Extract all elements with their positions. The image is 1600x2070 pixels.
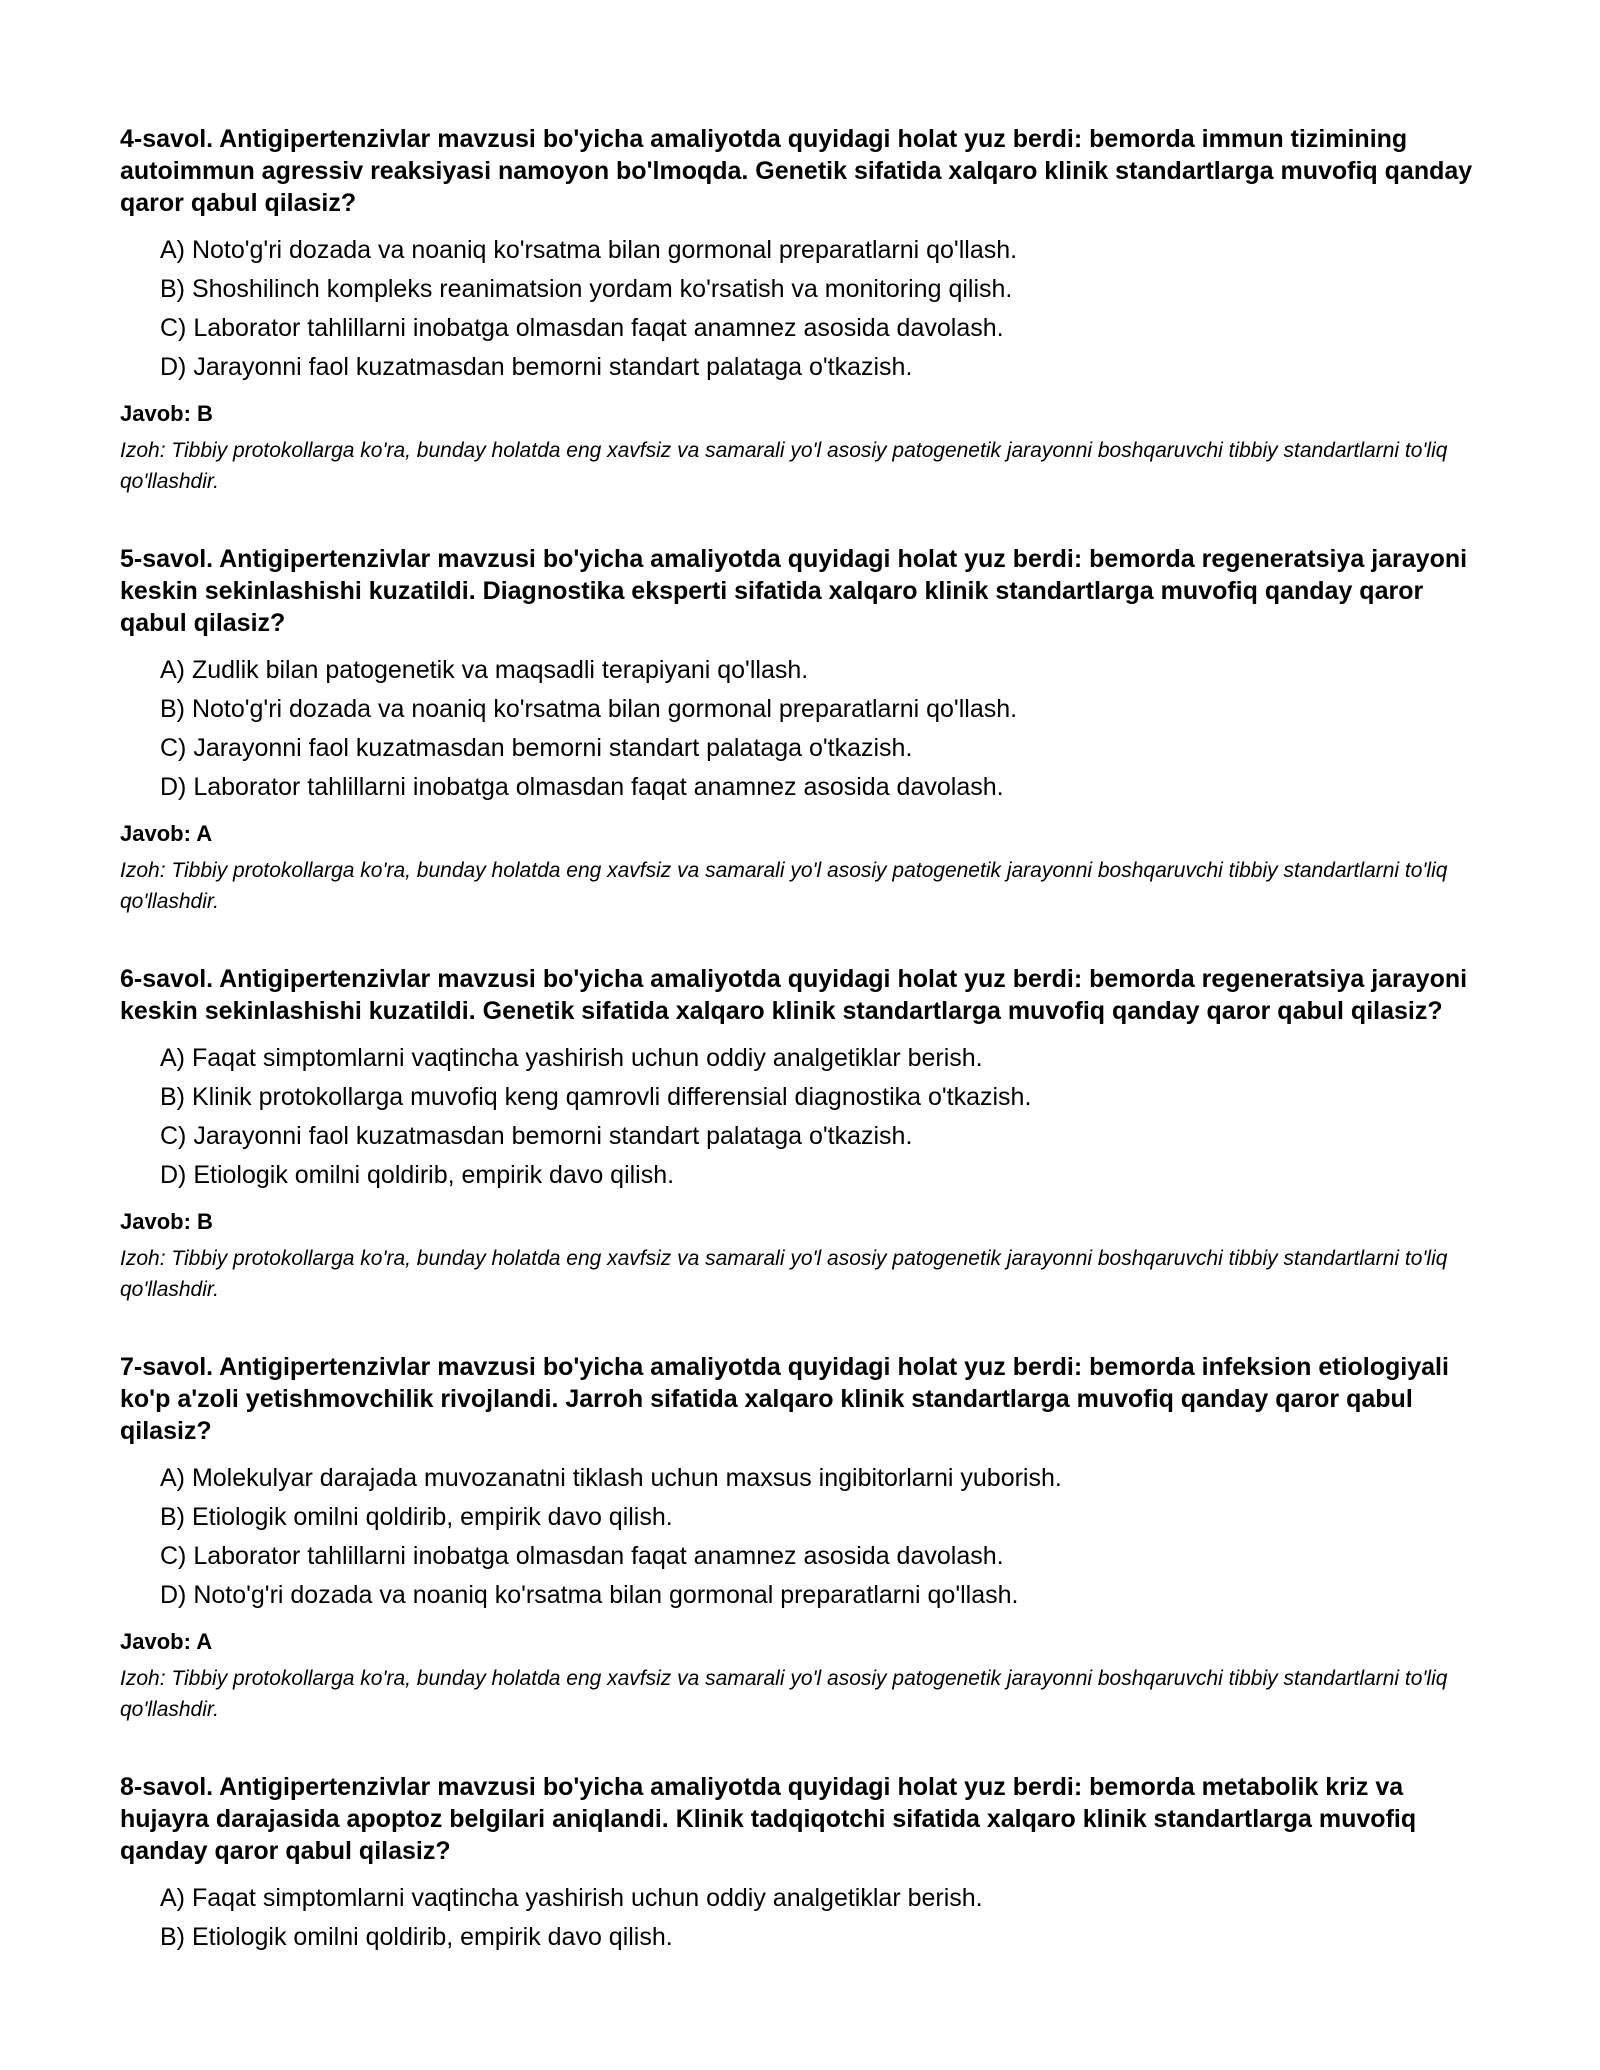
question-title: 4-savol. Antigipertenzivlar mavzusi bo'yicha amaliyotda quyidagi holat yuz berdi: bemorda immun tizimining autoimmun agressiv reaksiyasi namoyon bo'lmoqda. Genetik sifatida xalqaro klinik standartlarga muvofiq qanday qaror qabul qilasiz?	[120, 125, 1473, 217]
option-d: D) Laborator tahlillarni inobatga olmasdan faqat anamnez asosida davolash.	[160, 773, 1004, 801]
option-b: B) Noto'g'ri dozada va noaniq ko'rsatma bilan gormonal preparatlarni qo'llash.	[160, 695, 1018, 723]
option-b: B) Etiologik omilni qoldirib, empirik davo qilish.	[160, 1923, 673, 1951]
answer-label: Javob: A	[120, 821, 213, 846]
option-a: A) Faqat simptomlarni vaqtincha yashirish uchun oddiy analgetiklar berish.	[160, 1044, 983, 1072]
question-block-7	[120, 1351, 1480, 1725]
document-page	[120, 123, 1480, 2003]
option-list	[120, 1459, 1480, 1615]
question-block-4	[120, 123, 1480, 497]
question-block-8	[120, 1771, 1480, 1957]
option-c: C) Laborator tahlillarni inobatga olmasdan faqat anamnez asosida davolash.	[160, 314, 1004, 342]
question-title: 7-savol. Antigipertenzivlar mavzusi bo'yicha amaliyotda quyidagi holat yuz berdi: bemorda infeksion etiologiyali ko'p a'zoli yetishmovchilik rivojlandi. Jarroh sifatida xalqaro klinik standartlarga muvofiq qanday qaror qabul qilasiz?	[120, 1353, 1449, 1445]
option-a: A) Faqat simptomlarni vaqtincha yashirish uchun oddiy analgetiklar berish.	[160, 1884, 983, 1912]
option-list	[120, 231, 1480, 387]
question-title: 5-savol. Antigipertenzivlar mavzusi bo'yicha amaliyotda quyidagi holat yuz berdi: bemorda regeneratsiya jarayoni keskin sekinlashishi kuzatildi. Diagnostika eksperti sifatida xalqaro klinik standartlarga muvofiq qanday qaror qabul qilasiz?	[120, 545, 1468, 637]
option-c: C) Laborator tahlillarni inobatga olmasdan faqat anamnez asosida davolash.	[160, 1542, 1004, 1570]
option-a: A) Noto'g'ri dozada va noaniq ko'rsatma bilan gormonal preparatlarni qo'llash.	[160, 236, 1018, 264]
question-block-6	[120, 963, 1480, 1305]
option-b: B) Etiologik omilni qoldirib, empirik davo qilish.	[160, 1503, 673, 1531]
explanation-note: Izoh: Tibbiy protokollarga ko'ra, bunday holatda eng xavfsiz va samarali yo'l asosiy patogenetik jarayonni boshqaruvchi tibbiy standartlarni to'liq qo'llashdir.	[120, 439, 1448, 493]
answer-label: Javob: B	[120, 1209, 213, 1234]
option-c: C) Jarayonni faol kuzatmasdan bemorni standart palataga o'tkazish.	[160, 734, 913, 762]
option-list	[120, 651, 1480, 807]
question-block-5	[120, 543, 1480, 917]
explanation-note: Izoh: Tibbiy protokollarga ko'ra, bunday holatda eng xavfsiz va samarali yo'l asosiy patogenetik jarayonni boshqaruvchi tibbiy standartlarni to'liq qo'llashdir.	[120, 1667, 1448, 1721]
option-b: B) Klinik protokollarga muvofiq keng qamrovli differensial diagnostika o'tkazish.	[160, 1083, 1032, 1111]
explanation-note: Izoh: Tibbiy protokollarga ko'ra, bunday holatda eng xavfsiz va samarali yo'l asosiy patogenetik jarayonni boshqaruvchi tibbiy standartlarni to'liq qo'llashdir.	[120, 859, 1448, 913]
option-d: D) Jarayonni faol kuzatmasdan bemorni standart palataga o'tkazish.	[160, 353, 913, 381]
option-a: A) Molekulyar darajada muvozanatni tiklash uchun maxsus ingibitorlarni yuborish.	[160, 1464, 1062, 1492]
option-d: D) Etiologik omilni qoldirib, empirik davo qilish.	[160, 1161, 675, 1189]
question-title: 6-savol. Antigipertenzivlar mavzusi bo'yicha amaliyotda quyidagi holat yuz berdi: bemorda regeneratsiya jarayoni keskin sekinlashishi kuzatildi. Genetik sifatida xalqaro klinik standartlarga muvofiq qanday qaror qabul qilasiz?	[120, 965, 1468, 1025]
option-list	[120, 1039, 1480, 1195]
answer-label: Javob: B	[120, 401, 213, 426]
option-a: A) Zudlik bilan patogenetik va maqsadli terapiyani qo'llash.	[160, 656, 809, 684]
option-b: B) Shoshilinch kompleks reanimatsion yordam ko'rsatish va monitoring qilish.	[160, 275, 1013, 303]
option-c: C) Jarayonni faol kuzatmasdan bemorni standart palataga o'tkazish.	[160, 1122, 913, 1150]
answer-label: Javob: A	[120, 1629, 213, 1654]
explanation-note: Izoh: Tibbiy protokollarga ko'ra, bunday holatda eng xavfsiz va samarali yo'l asosiy patogenetik jarayonni boshqaruvchi tibbiy standartlarni to'liq qo'llashdir.	[120, 1247, 1448, 1301]
option-d: D) Noto'g'ri dozada va noaniq ko'rsatma bilan gormonal preparatlarni qo'llash.	[160, 1581, 1019, 1609]
option-list	[120, 1879, 1480, 1957]
question-title: 8-savol. Antigipertenzivlar mavzusi bo'yicha amaliyotda quyidagi holat yuz berdi: bemorda metabolik kriz va hujayra darajasida apoptoz belgilari aniqlandi. Klinik tadqiqotchi sifatida xalqaro klinik standartlarga muvofiq qanday qaror qabul qilasiz?	[120, 1773, 1417, 1865]
